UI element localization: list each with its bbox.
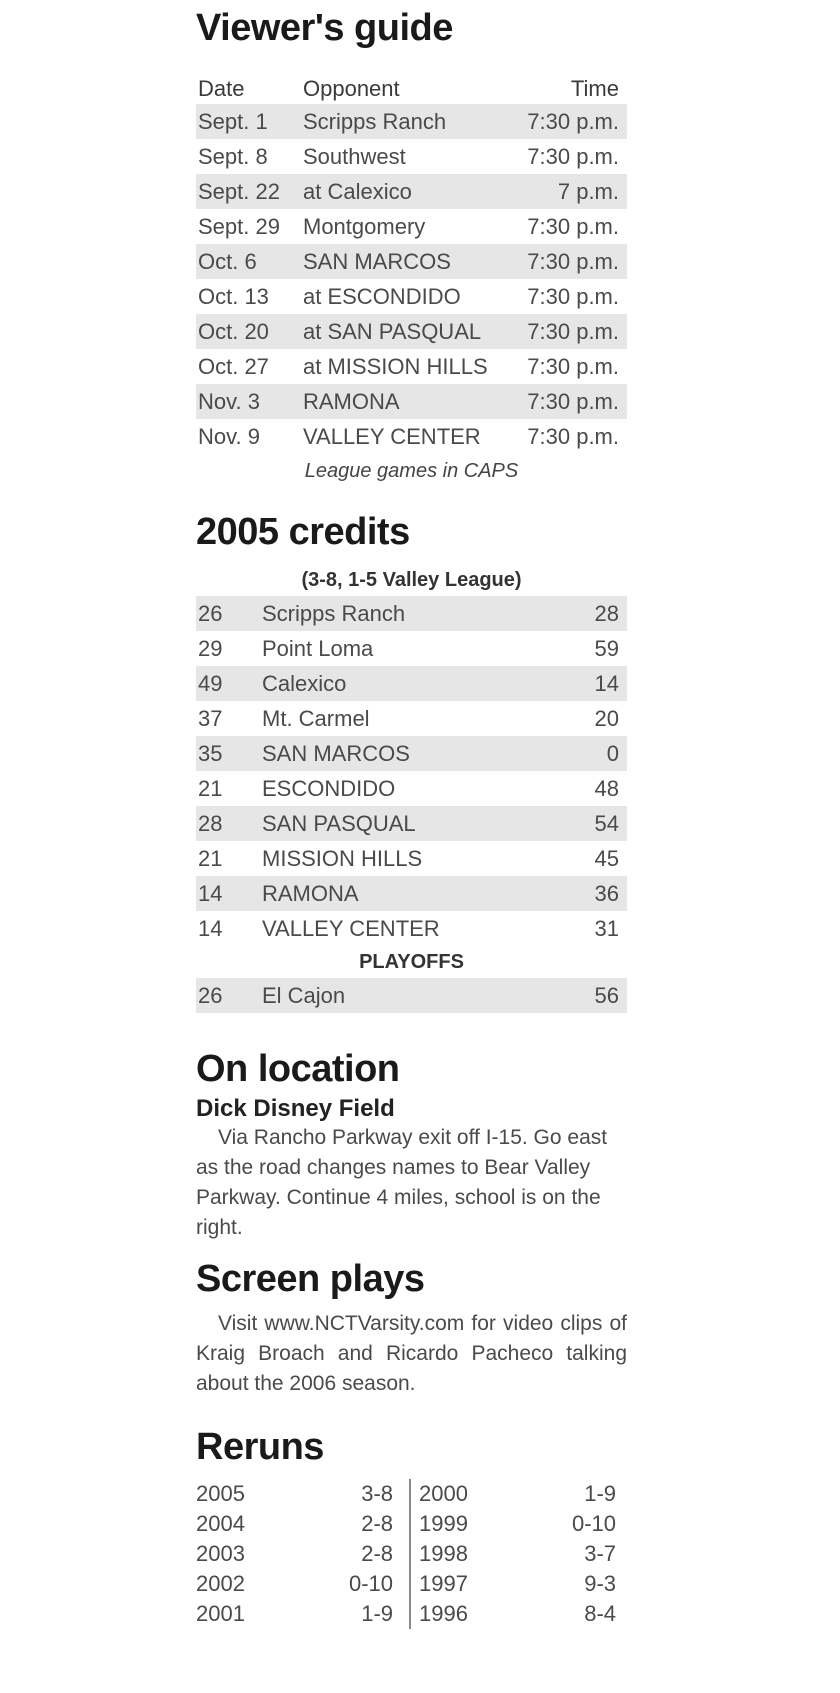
schedule-row (196, 349, 627, 384)
rerun-record: 1-9 (361, 1601, 393, 1626)
game-time: 7:30 p.m. (527, 423, 619, 449)
their-score: 28 (594, 600, 619, 626)
our-score: 26 (198, 982, 223, 1008)
game-date: Oct. 6 (198, 248, 257, 274)
directions-text: Via Rancho Parkway exit off I-15. Go east as the road changes names to Bear Valley Parkway. Continue 4 miles, school is on the right. (196, 1126, 608, 1239)
their-score: 59 (594, 635, 619, 661)
credit-row (196, 876, 627, 911)
rerun-record: 9-3 (584, 1571, 616, 1596)
credit-opponent: Point Loma (262, 635, 374, 661)
our-score: 21 (198, 845, 223, 871)
credit-row (196, 596, 627, 631)
our-score: 26 (198, 600, 223, 626)
game-opponent: Montgomery (303, 213, 426, 239)
our-score: 35 (198, 740, 223, 766)
rerun-year: 2004 (196, 1511, 245, 1536)
our-score: 14 (198, 880, 223, 906)
game-opponent: VALLEY CENTER (303, 423, 481, 449)
their-score: 48 (594, 775, 619, 801)
game-date: Nov. 3 (198, 388, 260, 414)
game-time: 7:30 p.m. (527, 283, 619, 309)
their-score: 36 (594, 880, 619, 906)
game-date: Sept. 1 (198, 108, 268, 134)
our-score: 21 (198, 775, 223, 801)
their-score: 31 (594, 915, 619, 941)
game-date: Sept. 29 (198, 213, 280, 239)
game-time: 7:30 p.m. (527, 248, 619, 274)
rerun-row (196, 1569, 401, 1599)
their-score: 54 (594, 810, 619, 836)
credit-row (196, 841, 627, 876)
rerun-year: 1999 (419, 1511, 468, 1536)
rerun-year: 2001 (196, 1601, 245, 1626)
credit-opponent: Mt. Carmel (262, 705, 370, 731)
rerun-year: 2005 (196, 1481, 245, 1506)
reruns-table (196, 1479, 627, 1629)
game-date: Sept. 22 (198, 178, 280, 204)
rerun-row (419, 1539, 624, 1569)
rerun-record: 8-4 (584, 1601, 616, 1626)
credit-row (196, 911, 627, 946)
game-time: 7:30 p.m. (527, 388, 619, 414)
rerun-record: 0-10 (348, 1571, 393, 1596)
their-score: 0 (606, 740, 619, 766)
game-opponent: at Calexico (303, 178, 412, 204)
game-opponent: Southwest (303, 143, 406, 169)
venue-name: Dick Disney Field (196, 1095, 395, 1122)
game-time: 7 p.m. (557, 178, 619, 204)
screen-plays-section (196, 1257, 627, 1399)
rerun-row (419, 1509, 624, 1539)
rerun-year: 2002 (196, 1571, 245, 1596)
our-score: 28 (198, 810, 223, 836)
game-opponent: SAN MARCOS (303, 248, 451, 274)
screen-plays-title: Screen plays (196, 1258, 425, 1300)
reruns-left-column (196, 1479, 401, 1629)
reruns-divider (409, 1479, 411, 1629)
schedule-row (196, 384, 627, 419)
credits-section (196, 510, 627, 1013)
rerun-row (419, 1569, 624, 1599)
rerun-record: 1-9 (584, 1481, 616, 1506)
credit-opponent: ESCONDIDO (262, 775, 396, 801)
sidebar-column (196, 0, 627, 1629)
game-opponent: at MISSION HILLS (303, 353, 488, 379)
game-date: Oct. 13 (198, 283, 269, 309)
credit-opponent: MISSION HILLS (262, 845, 423, 871)
game-date: Oct. 27 (198, 353, 269, 379)
credit-opponent: Scripps Ranch (262, 600, 406, 626)
our-score: 14 (198, 915, 223, 941)
rerun-year: 1998 (419, 1541, 468, 1566)
their-score: 56 (594, 982, 619, 1008)
location-title: On location (196, 1048, 400, 1090)
rerun-row (419, 1599, 624, 1629)
credit-row (196, 701, 627, 736)
credit-opponent: RAMONA (262, 880, 359, 906)
rerun-row (196, 1479, 401, 1509)
game-time: 7:30 p.m. (527, 108, 619, 134)
viewers-guide-section (196, 0, 627, 488)
credits-title: 2005 credits (196, 511, 410, 553)
their-score: 45 (594, 845, 619, 871)
credit-row (196, 736, 627, 771)
reruns-section (196, 1425, 627, 1629)
rerun-record: 3-7 (584, 1541, 616, 1566)
credit-opponent: El Cajon (262, 982, 346, 1008)
schedule-header (196, 72, 627, 102)
rerun-record: 2-8 (361, 1511, 393, 1536)
rerun-record: 2-8 (361, 1541, 393, 1566)
reruns-right-column (419, 1479, 624, 1629)
schedule-row (196, 244, 627, 279)
game-opponent: at SAN PASQUAL (303, 318, 482, 344)
credit-row (196, 771, 627, 806)
credit-row (196, 631, 627, 666)
credit-row (196, 978, 627, 1013)
game-date: Sept. 8 (198, 143, 268, 169)
game-time: 7:30 p.m. (527, 353, 619, 379)
their-score: 20 (594, 705, 619, 731)
game-opponent: Scripps Ranch (303, 108, 447, 134)
credit-opponent: SAN MARCOS (262, 740, 410, 766)
game-date: Oct. 20 (198, 318, 269, 344)
game-time: 7:30 p.m. (527, 213, 619, 239)
screen-plays-text: Visit www.NCTVarsity.com for video clips of Kraig Broach and Ricardo Pacheco talking about the 2006 season. (196, 1312, 627, 1395)
credit-opponent: SAN PASQUAL (262, 810, 416, 836)
opponent-header: Opponent (303, 76, 400, 101)
game-time: 7:30 p.m. (527, 318, 619, 344)
credits-table (196, 596, 627, 946)
rerun-row (196, 1599, 401, 1629)
their-score: 14 (594, 670, 619, 696)
our-score: 29 (198, 635, 223, 661)
rerun-row (419, 1479, 624, 1509)
schedule-row (196, 419, 627, 454)
playoffs-label: PLAYOFFS (359, 951, 464, 973)
time-header: Time (570, 76, 619, 101)
rerun-row (196, 1509, 401, 1539)
credit-opponent: Calexico (262, 670, 347, 696)
credit-opponent: VALLEY CENTER (262, 915, 440, 941)
rerun-record: 3-8 (361, 1481, 393, 1506)
reruns-title: Reruns (196, 1426, 324, 1468)
schedule-table (196, 104, 627, 454)
game-opponent: at ESCONDIDO (303, 283, 461, 309)
location-section (196, 1047, 627, 1243)
game-opponent: RAMONA (303, 388, 400, 414)
schedule-row (196, 104, 627, 139)
rerun-year: 2003 (196, 1541, 245, 1566)
schedule-row (196, 174, 627, 209)
rerun-record: 0-10 (571, 1511, 616, 1536)
rerun-row (196, 1539, 401, 1569)
schedule-row (196, 209, 627, 244)
game-date: Nov. 9 (198, 423, 260, 449)
our-score: 49 (198, 670, 223, 696)
date-header: Date (198, 76, 245, 101)
league-note: League games in CAPS (304, 460, 519, 482)
game-time: 7:30 p.m. (527, 143, 619, 169)
schedule-row (196, 139, 627, 174)
viewers-guide-title: Viewer's guide (196, 7, 453, 49)
schedule-row (196, 314, 627, 349)
credit-row (196, 666, 627, 701)
schedule-row (196, 279, 627, 314)
credits-record: (3-8, 1-5 Valley League) (301, 569, 522, 591)
rerun-year: 1996 (419, 1601, 468, 1626)
rerun-year: 2000 (419, 1481, 468, 1506)
playoffs-table (196, 978, 627, 1013)
our-score: 37 (198, 705, 223, 731)
credit-row (196, 806, 627, 841)
rerun-year: 1997 (419, 1571, 468, 1596)
